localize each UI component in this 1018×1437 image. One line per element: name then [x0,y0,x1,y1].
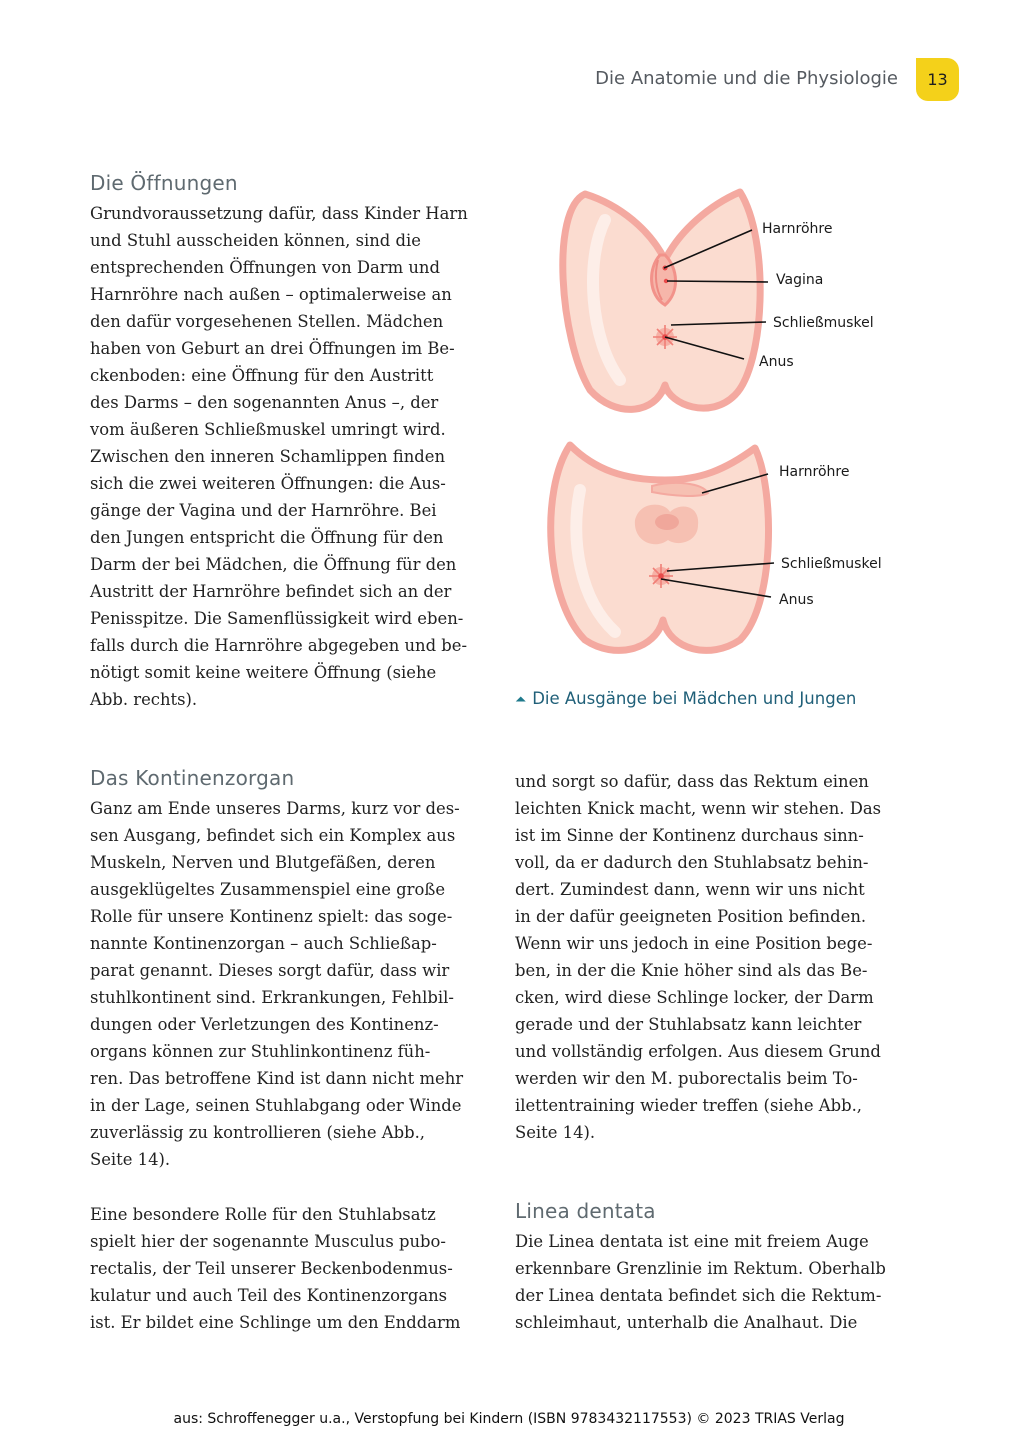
text-line: ausgeklügeltes Zusammenspiel eine große [90,880,446,899]
text-line: den Jungen entspricht die Öffnung für den [90,528,444,547]
text-line: vom äußeren Schließmuskel umringt wird. [90,420,446,439]
text-line: Darm der bei Mädchen, die Öffnung für den [90,555,457,574]
text-line: und sorgt so dafür, dass das Rektum einen [515,772,869,791]
text-line: leichten Knick macht, wenn wir stehen. Das [515,799,882,818]
text-line: und vollständig erfolgen. Aus diesem Grund [515,1042,881,1061]
text-line: in der Lage, seinen Stuhlabgang oder Winde [90,1096,462,1115]
text-line: ilettentraining wieder treffen (siehe Abb., [515,1096,863,1115]
running-title: Die Anatomie und die Physiologie [595,68,898,89]
anatomy-figure [530,180,930,660]
text-line: zuverlässig zu kontrollieren (siehe Abb., [90,1123,425,1142]
text-line: parat genannt. Dieses sorgt dafür, dass wir [90,961,450,980]
text-line: Abb. rechts). [90,690,198,709]
label-girl-vagina: Vagina [776,272,824,288]
text-line: und Stuhl ausscheiden können, sind die [90,231,421,250]
text-line: werden wir den M. puborectalis beim To- [515,1069,858,1088]
girl-illustration [563,192,874,409]
text-line: Grundvoraussetzung dafür, dass Kinder Harn [90,204,468,223]
text-line: voll, da er dadurch den Stuhlabsatz behin- [515,853,869,872]
heading-openings: Die Öffnungen [90,171,238,195]
text-line: cken, wird diese Schlinge locker, der Darm [515,988,874,1007]
text-line: der Linea dentata befindet sich die Rektum- [515,1286,882,1305]
figure-caption [515,689,856,708]
paragraph-openings [90,200,468,713]
caption-text: Die Ausgänge bei Mädchen und Jungen [532,689,857,708]
text-line: gänge der Vagina und der Harnröhre. Bei [90,501,437,520]
text-line: ist im Sinne der Kontinenz durchaus sinn- [515,826,864,845]
label-boy-sphincter: Schließmuskel [781,556,882,572]
text-line: organs können zur Stuhlinkontinenz füh- [90,1042,431,1061]
heading-continence-organ: Das Kontinenzorgan [90,766,295,790]
text-line: Muskeln, Nerven und Blutgefäßen, deren [90,853,436,872]
text-line: dert. Zumindest dann, wenn wir uns nicht [515,880,865,899]
text-line: in der dafür geeigneten Position befinden. [515,907,867,926]
paragraph-continence-2 [90,1201,460,1336]
double-chevron-up-icon: ⏶ [515,692,527,708]
text-line: nannte Kontinenzorgan – auch Schließap- [90,934,437,953]
label-girl-anus: Anus [759,354,794,370]
text-line: sich die zwei weiteren Öffnungen: die Aus- [90,474,446,493]
text-line: Seite 14). [515,1123,596,1142]
text-line: sen Ausgang, befindet sich ein Komplex aus [90,826,456,845]
text-line: ist. Er bildet eine Schlinge um den Enddarm [90,1313,461,1332]
text-line: den dafür vorgesehenen Stellen. Mädchen [90,312,444,331]
text-line: ckenboden: eine Öffnung für den Austritt [90,366,434,385]
text-line: dungen oder Verletzungen des Kontinenz- [90,1015,439,1034]
source-footer: aus: Schroffenegger u.a., Verstopfung bei Kindern (ISBN 9783432117553) © 2023 TRIAS Verlag [173,1411,845,1427]
text-line: erkennbare Grenzlinie im Rektum. Oberhalb [515,1259,886,1278]
text-line: Zwischen den inneren Schamlippen finden [90,447,446,466]
text-line: schleimhaut, unterhalb die Analhaut. Die [515,1313,858,1332]
paragraph-continence-3 [515,768,881,1146]
text-line: spielt hier der sogenannte Musculus pubo- [90,1232,446,1251]
anatomy-illustration [530,180,930,660]
text-line: Ganz am Ende unseres Darms, kurz vor des- [90,799,460,818]
boy-illustration [551,445,882,650]
label-girl-sphincter: Schließmuskel [773,315,874,331]
text-line: nötigt somit keine weitere Öffnung (siehe [90,663,437,682]
paragraph-linea-dentata [515,1228,886,1336]
paragraph-continence-1 [90,795,463,1173]
text-line: falls durch die Harnröhre abgegeben und be- [90,636,468,655]
text-line: Harnröhre nach außen – optimalerweise an [90,285,452,304]
text-line: Seite 14). [90,1150,171,1169]
text-line: Wenn wir uns jedoch in eine Position bege- [515,934,873,953]
heading-linea-dentata: Linea dentata [515,1199,656,1223]
label-girl-urethra: Harnröhre [762,221,833,237]
text-line: gerade und der Stuhlabsatz kann leichter [515,1015,862,1034]
text-line: Austritt der Harnröhre befindet sich an der [90,582,452,601]
label-boy-urethra: Harnröhre [779,464,850,480]
text-line: des Darms – den sogenannten Anus –, der [90,393,439,412]
label-boy-anus: Anus [779,592,814,608]
text-line: haben von Geburt an drei Öffnungen im Be- [90,339,455,358]
text-line: ben, in der die Knie höher sind als das Be- [515,961,868,980]
text-line: kulatur und auch Teil des Kontinenzorgans [90,1286,448,1305]
text-line: Penisspitze. Die Samenflüssigkeit wird eben- [90,609,464,628]
text-line: entsprechenden Öffnungen von Darm und [90,258,440,277]
text-line: Die Linea dentata ist eine mit freiem Auge [515,1232,869,1251]
text-line: stuhlkontinent sind. Erkrankungen, Fehlbil- [90,988,454,1007]
page-number-badge: 13 [916,58,959,101]
text-line: Rolle für unsere Kontinenz spielt: das soge- [90,907,453,926]
text-line: ren. Das betroffene Kind ist dann nicht mehr [90,1069,464,1088]
text-line: rectalis, der Teil unserer Beckenbodenmus- [90,1259,453,1278]
text-line: Eine besondere Rolle für den Stuhlabsatz [90,1205,436,1224]
